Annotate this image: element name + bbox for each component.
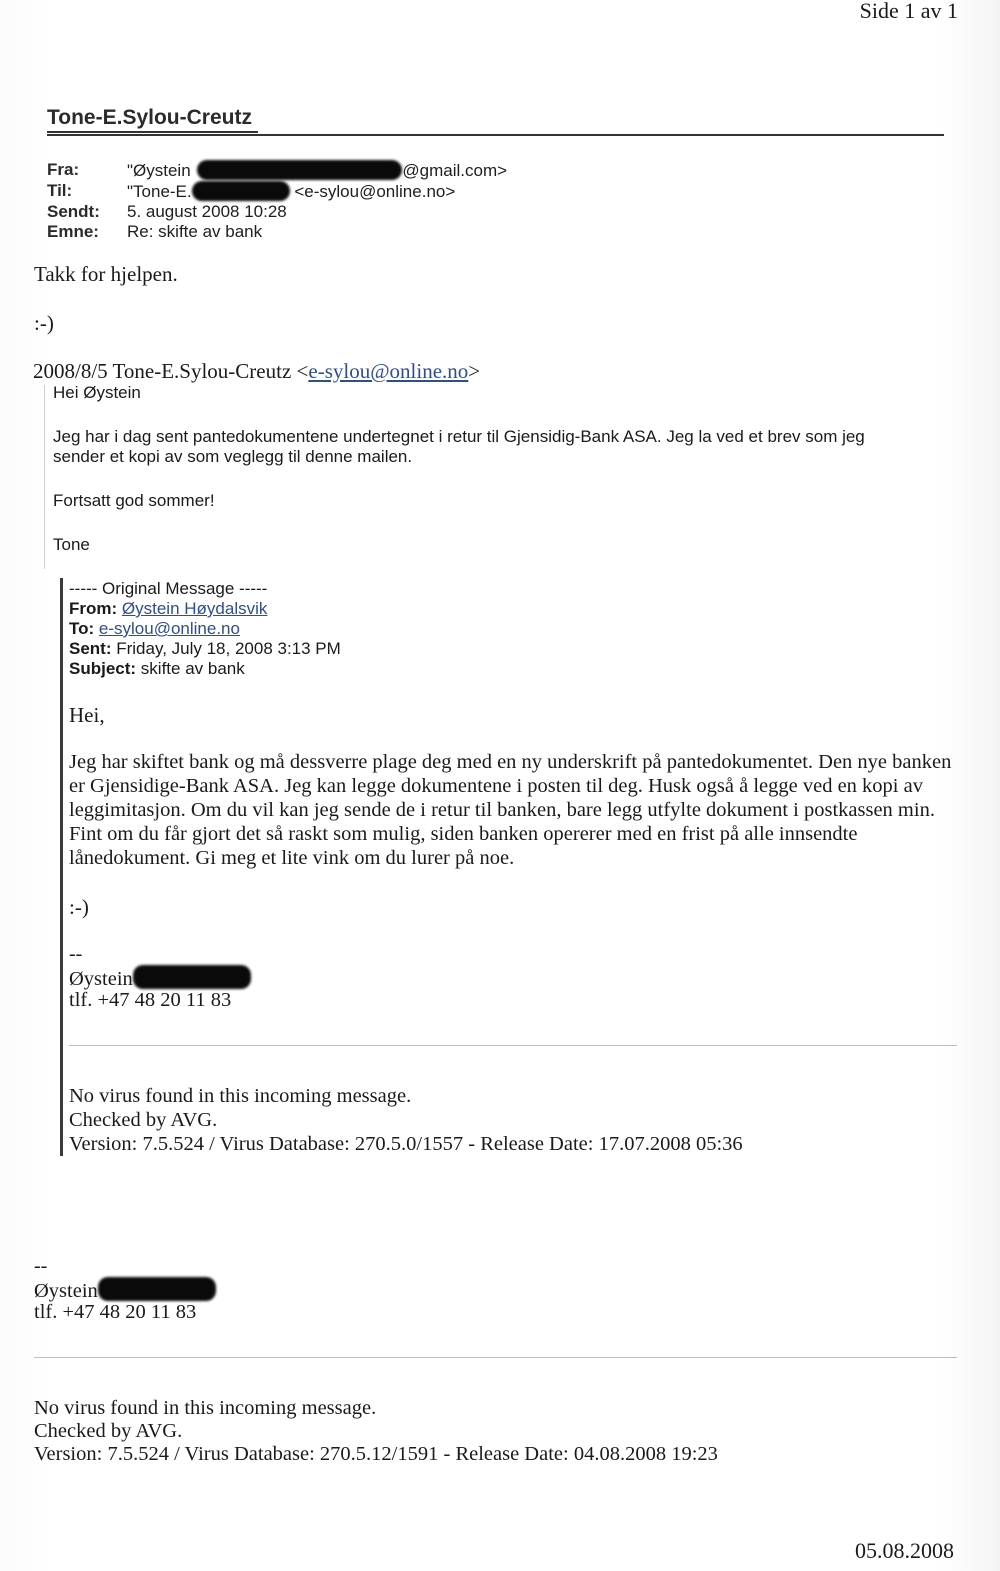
original-signature-phone: tlf. +47 48 20 11 83	[69, 989, 232, 1011]
header-sent-row	[47, 202, 507, 222]
quoted-intro	[33, 359, 480, 384]
original-sent-value: Friday, July 18, 2008 3:13 PM	[116, 639, 341, 658]
signature-name-text: Øystein	[34, 1280, 98, 1302]
redaction-mark	[192, 181, 290, 201]
from-suffix: @gmail.com>	[402, 161, 508, 180]
reply-line: Takk for hjelpen.	[34, 262, 178, 286]
original-from-label: From:	[69, 599, 118, 618]
original-avg-line1: No virus found in this incoming message.	[69, 1085, 412, 1107]
sent-label: Sendt:	[47, 202, 100, 221]
signature-name	[34, 1277, 216, 1303]
reply-smiley: :-)	[34, 311, 54, 335]
avg-line2: Checked by AVG.	[34, 1420, 183, 1442]
email-header	[47, 160, 507, 242]
original-signature-dash: --	[69, 943, 83, 965]
to-value	[127, 181, 455, 202]
original-to-row	[69, 619, 341, 639]
footer-date: 05.08.2008	[855, 1538, 954, 1563]
avg-divider	[34, 1357, 957, 1358]
avg-divider	[69, 1045, 957, 1046]
original-subject-row	[69, 659, 341, 679]
avg-line3: Version: 7.5.524 / Virus Database: 270.5.12/1591 - Release Date: 04.08.2008 19:23	[34, 1443, 718, 1465]
original-message-divider: ----- Original Message -----	[69, 579, 268, 598]
sent-value: 5. august 2008 10:28	[127, 202, 287, 221]
signature-phone: tlf. +47 48 20 11 83	[34, 1301, 197, 1323]
quoted-para1-line2: sender et kopi av som veglegg til denne mailen.	[53, 447, 413, 466]
quote-bar	[44, 385, 45, 569]
subject-value: Re: skifte av bank	[127, 222, 263, 241]
quoted-intro-text: 2008/8/5 Tone-E.Sylou-Creutz <	[33, 359, 309, 383]
header-subject-row	[47, 222, 507, 242]
from-label: Fra:	[47, 160, 80, 179]
to-suffix: <e-sylou@online.no>	[294, 182, 456, 201]
to-label: Til:	[47, 181, 73, 200]
signature-dash: --	[34, 1255, 48, 1277]
original-to-label: To:	[69, 619, 95, 638]
original-subject-value: skifte av bank	[140, 659, 245, 678]
quoted-para2: Fortsatt god sommer!	[53, 491, 215, 510]
original-body: Jeg har skiftet bank og må dessverre plage deg med en ny underskrift på pantedokumentet. Den nye banken er Gjensidige-Bank ASA. Jeg kan legge dokumentene i posten til deg. Husk også å legge ved en kopi av leggimitasjon. Om du vil kan jeg sende de i retur til banken, bare legg utfylte dokument i postkassen min. Fint om du får gjort det så raskt som mulig, siden banken opererer med en frist på alle innsendte lånedokument. Gi meg et lite vink om du lurer på noe.	[69, 751, 952, 869]
quoted-intro-email-link[interactable]: e-sylou@online.no	[308, 359, 469, 383]
original-smiley: :-)	[69, 895, 89, 919]
page-number-label: Side 1 av 1	[859, 0, 958, 23]
title-underline	[47, 131, 258, 133]
avg-line1: No virus found in this incoming message.	[34, 1397, 377, 1419]
header-to-row	[47, 181, 507, 202]
to-prefix: "Tone-E.	[127, 182, 192, 201]
original-signature-name	[69, 965, 251, 991]
original-message-header	[69, 579, 341, 679]
quoted-signoff: Tone	[53, 535, 90, 554]
original-from-link[interactable]: Øystein Høydalsvik	[121, 599, 268, 618]
original-avg-line3: Version: 7.5.524 / Virus Database: 270.5.0/1557 - Release Date: 17.07.2008 05:36	[69, 1133, 743, 1155]
original-avg-line2: Checked by AVG.	[69, 1109, 218, 1131]
header-from-row	[47, 160, 507, 181]
redaction-mark	[98, 1277, 216, 1301]
original-signature-name-text: Øystein	[69, 968, 133, 990]
from-value	[127, 160, 507, 181]
original-from-row	[69, 599, 341, 619]
sender-title: Tone-E.Sylou-Creutz	[47, 106, 252, 129]
redaction-mark	[197, 160, 402, 180]
subject-label: Emne:	[47, 222, 99, 241]
quoted-intro-close: >	[468, 359, 481, 383]
quoted-para1-line1: Jeg har i dag sent pantedokumentene undertegnet i retur til Gjensidig-Bank ASA. Jeg la ved et brev som jeg	[53, 427, 865, 446]
original-greeting: Hei,	[69, 703, 105, 727]
original-subject-label: Subject:	[69, 659, 137, 678]
redaction-mark	[133, 965, 251, 989]
original-sent-label: Sent:	[69, 639, 112, 658]
original-sent-row	[69, 639, 341, 659]
title-divider	[47, 134, 944, 136]
from-prefix: "Øystein	[127, 161, 191, 180]
original-to-link[interactable]: e-sylou@online.no	[98, 619, 240, 638]
quoted-greeting: Hei Øystein	[53, 383, 141, 402]
original-message-quote-bar	[60, 578, 63, 1156]
